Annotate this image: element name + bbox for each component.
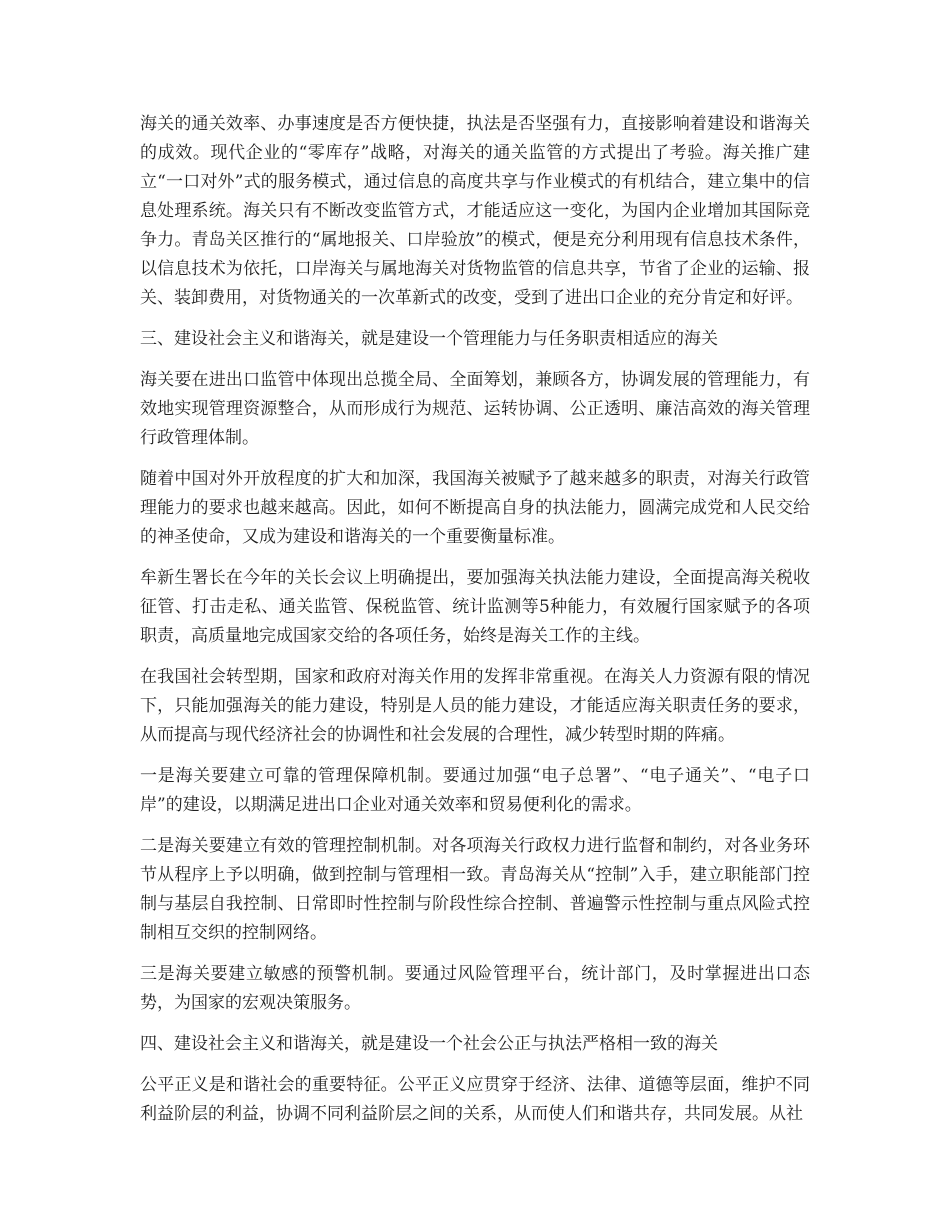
paragraph-guarantee-mechanism: 一是海关要建立可靠的管理保障机制。要通过加强“电子总署”、“电子通关”、“电子口岸”的建设，以期满足进出口企业对通关效率和贸易便利化的需求。 [140,766,810,815]
paragraph-control-mechanism: 二是海关要建立有效的管理控制机制。对各项海关行政权力进行监督和制约，对各业务环节从程序上予以明确，做到控制与管理相一致。青岛海关从“控制”入手，建立职能部门控制与基层自我控制、日常即时性控制与阶段性综合控制、普遍警示性控制与重点风险式控制相互交织的控制网络。 [140,836,810,943]
paragraph-warning-mechanism: 三是海关要建立敏感的预警机制。要通过风险管理平台，统计部门，及时掌握进出口态势，为国家的宏观决策服务。 [140,964,810,1013]
paragraph-fairness-justice: 公平正义是和谐社会的重要特征。公平正义应贯穿于经济、法律、道德等层面，维护不同利益阶层的利益，协调不同利益阶层之间的关系，从而使人们和谐共存，共同发展。从社 [140,1075,810,1124]
section-heading-3: 三、建设社会主义和谐海关，就是建设一个管理能力与任务职责相适应的海关 [140,329,718,349]
paragraph-director-speech: 牟新生署长在今年的关长会议上明确提出，要加强海关执法能力建设，全面提高海关税收征管、打击走私、通关监管、保税监管、统计监测等5种能力，有效履行国家赋予的各项职责，高质量地完成国家交给的各项任务，始终是海关工作的主线。 [140,568,810,646]
paragraph-management-capacity: 海关要在进出口监管中体现出总揽全局、全面筹划，兼顾各方，协调发展的管理能力，有效地实现管理资源整合，从而形成行为规范、运转协调、公正透明、廉洁高效的海关管理行政管理体制。 [140,370,810,448]
section-heading-4: 四、建设社会主义和谐海关，就是建设一个社会公正与执法严格相一致的海关 [140,1034,718,1054]
document-body [140,110,810,1141]
paragraph-customs-efficiency: 海关的通关效率、办事速度是否方便快捷，执法是否坚强有力，直接影响着建设和谐海关的成效。现代企业的“零库存”战略，对海关的通关监管的方式提出了考验。海关推广建立“一口对外”式的服务模式，通过信息的高度共享与作业模式的有机结合，建立集中的信息处理系统。海关只有不断改变监管方式，才能适应这一变化，为国内企业增加其国际竞争力。青岛关区推行的“属地报关、口岸验放”的模式，便是充分利用现有信息技术条件，以信息技术为依托，口岸海关与属地海关对货物监管的信息共享，节省了企业的运输、报关、装卸费用，对货物通关的一次革新式的改变，受到了进出口企业的充分肯定和好评。 [140,114,810,308]
paragraph-social-transition: 在我国社会转型期，国家和政府对海关作用的发挥非常重视。在海关人力资源有限的情况下，只能加强海关的能力建设，特别是人员的能力建设，才能适应海关职责任务的要求，从而提高与现代经济社会的协调性和社会发展的合理性，减少转型时期的阵痛。 [140,667,810,745]
paragraph-opening-up: 随着中国对外开放程度的扩大和加深，我国海关被赋予了越来越多的职责，对海关行政管理能力的要求也越来越高。因此，如何不断提高自身的执法能力，圆满完成党和人民交给的神圣使命，又成为建设和谐海关的一个重要衡量标准。 [140,469,810,547]
